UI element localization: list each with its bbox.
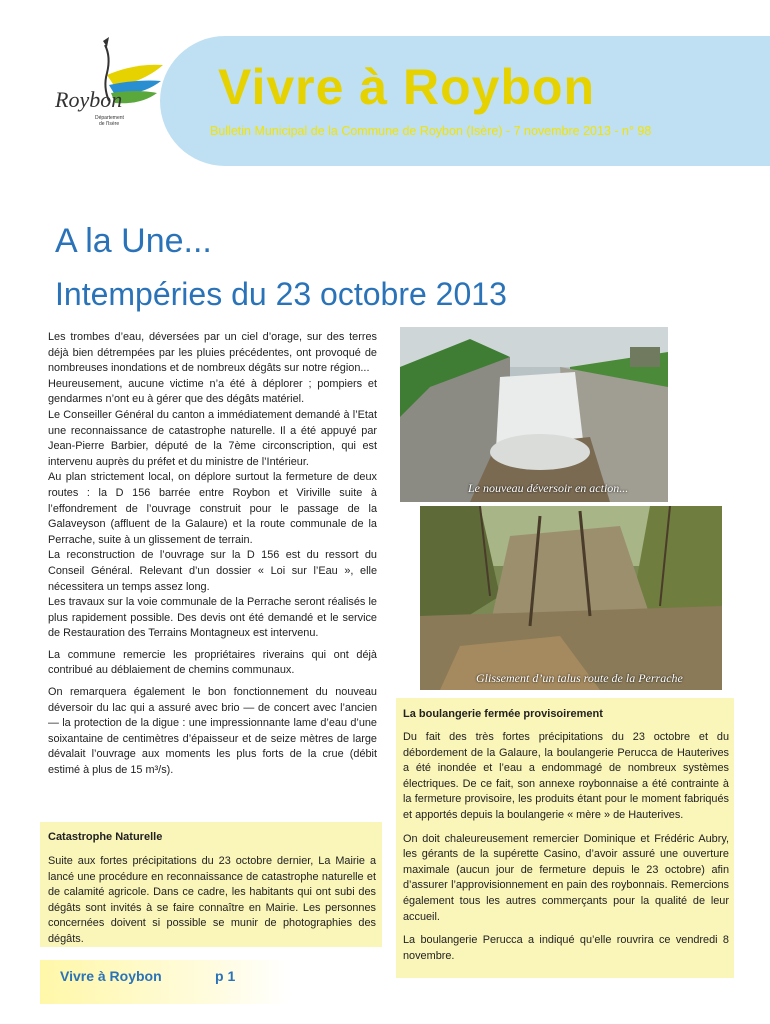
article-paragraph: Le Conseiller Général du canton a immédiatement demandé à l’Etat une reconnaissance de catastrophe naturelle. Il a été appuyé par Jean-Pierre Barbier, député de la 7ème circonscription, qui est intervenu auprès du préfet et du ministre de l’Intérieur. — [48, 408, 377, 468]
article-paragraph: On remarquera également le bon fonctionnement du nouveau déversoir du lac qui a assuré avec brio — de concert avec l’ancien — la protection de la digue : une impressionnante lame d’eau d’une soixantaine de centimètres d’épaisseur et de seize mètres de large dévalait l’ouvrage aux moments les plus forts de la crue (débit estimé à plus de 15 m³/s). — [48, 686, 377, 777]
roybon-logo — [45, 35, 165, 135]
article-paragraph: Au plan strictement local, on déplore surtout la fermeture de deux routes : la D 156 barrée entre Roybon et Viriville suite à l’effondrement de l’ouvrage construit pour le passage de la Galaveyson (affluent de la Galaure) et la route communale de la Perrache, suite à un glissement de terrain. — [48, 471, 377, 546]
article-paragraph: Heureusement, aucune victime n’a été à déplorer ; pompiers et gendarmes n’ont eu à gérer que des dégâts matériel. — [48, 377, 377, 406]
box-paragraph: On doit chaleureusement remercier Dominique et Frédéric Aubry, les gérants de la supérette Casino, d’avoir assuré une ouverture maximale (aucun jour de fermeture depuis le 23 octobre) afin d’assurer l’approvisionnement en pain des roybonnais. Remercions également tous les autres commerçants pour la qualité de leur accueil. — [403, 832, 729, 923]
spillway-photo — [400, 327, 668, 502]
article-paragraph: Les trombes d’eau, déversées par un ciel d’orage, sur des terres déjà bien détrempées par les pluies précédentes, ont provoqué de nombreuses inondations et de nombreux dégâts sur notre région... — [48, 331, 377, 375]
article-paragraph: Les travaux sur la voie communale de la Perrache seront réalisés le plus rapidement possible. Des devis ont été demandé et le service de Restauration des Terrains Montagneux est intervenu. — [48, 596, 377, 640]
article-paragraph: La reconstruction de l’ouvrage sur la D 156 est du ressort du Conseil Général. Relevant d’un dossier « Loi sur l’Eau », elle nécessitera un temps assez long. — [48, 549, 377, 593]
box-text: Suite aux fortes précipitations du 23 octobre dernier, La Mairie a lancé une procédure en reconnaissance de catastrophe naturelle et de calamité agricole. Dans ce cadre, les habitants qui ont subi des dégâts sont invités à se faire connaître en Mairie. Les personnes concernées doivent si possible se munir de photographies des dégâts. — [48, 855, 376, 945]
bulletin-title: Vivre à Roybon — [218, 59, 596, 115]
box-body — [403, 730, 729, 964]
box-title: La boulangerie fermée provisoirement — [403, 708, 603, 720]
photo-caption: Le nouveau déversoir en action... — [468, 481, 629, 495]
box-paragraph: Du fait des très fortes précipitations du 23 octobre et du débordement de la Galaure, la boulangerie Perucca de Hauterives a été inondée et l’eau a endommagé de nombreux systèmes électriques. De ce fait, son annexe roybonnaise a été contrainte à la fermeture provisoire, les produits étant pour le moment fabriqués et apportés depuis la boulangerie « mère » de Hauterives. — [403, 731, 729, 821]
rubric-heading: A la Une... — [55, 222, 212, 260]
boulangerie-box — [396, 698, 734, 978]
page-number: p 1 — [215, 968, 236, 984]
photo-caption: Glissement d’un talus route de la Perrache — [476, 671, 683, 685]
article-paragraph: La commune remercie les propriétaires riverains qui ont déjà contribué au déblaiement de chemins communaux. — [48, 648, 377, 677]
svg-text:de l'Isère: de l'Isère — [99, 121, 120, 127]
bulletin-subtitle: Bulletin Municipal de la Commune de Roybon (Isère) - 7 novembre 2013 - n° 98 — [210, 124, 652, 138]
article-headline: Intempéries du 23 octobre 2013 — [55, 276, 507, 312]
footer-title: Vivre à Roybon — [60, 968, 162, 984]
catastrophe-box — [40, 822, 382, 947]
main-article — [48, 330, 377, 779]
svg-text:Département: Département — [95, 115, 124, 121]
box-title: Catastrophe Naturelle — [48, 831, 163, 843]
svg-text:Roybon: Roybon — [55, 87, 123, 112]
landslide-photo — [420, 506, 722, 690]
box-paragraph: La boulangerie Perucca a indiqué qu’elle rouvrira ce vendredi 8 novembre. — [403, 934, 729, 962]
